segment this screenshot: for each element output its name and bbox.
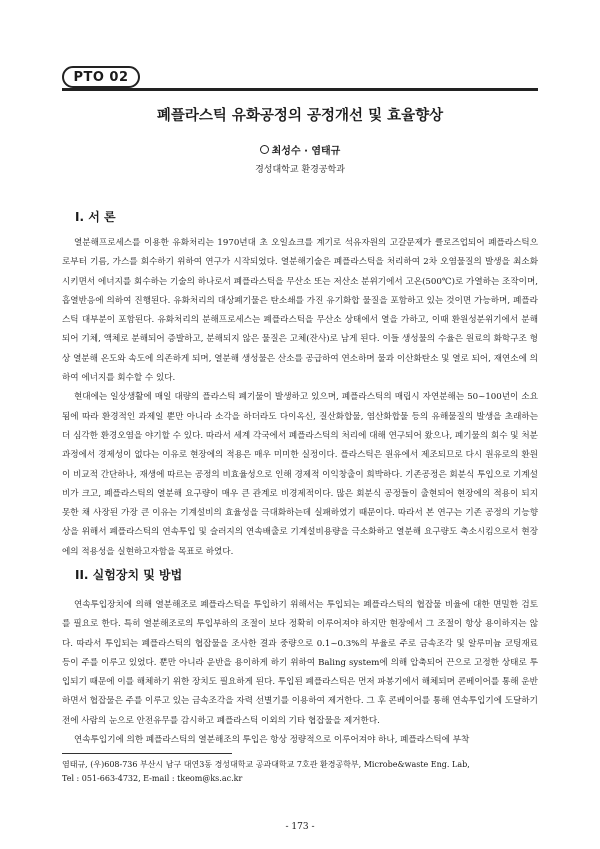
footnote [62,758,538,786]
affiliation: 경성대학교 환경공학과 [255,165,345,175]
paper-title: 폐플라스틱 유화공정의 공정개선 및 효율향상 [156,108,444,124]
footnote-contact: Tel : 051-663-4732, E-mail : tkeom@ks.ac.kr [62,774,243,783]
authors: 최성수 · 염태규 [271,146,341,157]
section-body-introduction [62,234,538,562]
author-line [0,142,600,157]
paragraph: 열분해프로세스를 이용한 유화처리는 1970년대 초 오일쇼크를 계기로 석유자원의 고갈문제가 클로즈업되어 폐플라스틱으로부터 기름, 가스를 회수하기 위하여 연구가 시작되었다. 열분해기술은 폐플라스틱을 처리하여 2차 오염물질의 발생을 최소화 시키면서 에너지를 회수하는 기술의 하나로서 폐플라스틱을 무산소 또는 저산소 분위기에서 고온(500℃)로 가열하는 조작이며, 흡열반응에 의하여 진행된다. 유화처리의 대상폐기물은 탄소쇄를 가진 유기화합 물질을 포함하고 있는 것이면 가능하며, 폐플라스틱 대부분이 포함된다. 유화처리의 분해프로세스는 폐플라스틱을 무산소 상태에서 열을 가하고, 이때 환원성분위기에서 분해되어 기체, 액체로 분해되어 증발하고, 분해되지 않은 물질은 고체(잔사)로 남게 된다. 이들 생성물의 수율은 원료의 화학구조 형상 열분해 온도와 속도에 의존하게 되며, 열분해 생성물은 산소를 공급하여 연소하며 물과 이산화탄소 및 열로 되어, 재연소에 의하여 에너지를 회수할 수 있다. [62,238,538,384]
paragraph: 연속투입장치에 의해 열분해조로 폐플라스틱을 투입하기 위해서는 투입되는 폐플라스틱의 협잡물 비율에 대한 면밀한 검토를 필요로 한다. 특히 열분해조로의 투입부하의 조절이 보다 정확히 이루어져야 하지만 현장에서 그 조절이 항상 용이하지는 않다. 따라서 투입되는 폐플라스틱의 협잡물을 조사한 결과 중량으로 0.1~0.3%의 부율로 주로 금속조각 및 알루미늄 코팅재료 등이 주를 이루고 있었다. 뿐만 아니라 운반을 용이하게 하기 위하여 Baling system에 의해 압축되어 끈으로 고정한 상태로 투입되기 때문에 이를 해체하기 위한 장치도 필요하게 된다. 투입된 폐플라스틱은 먼저 파봉기에서 해체되며 콘베이어를 통해 운반하면서 협잡물은 주를 이루고 있는 금속조각을 자력 선별기를 이용하여 제거한다. 그 후 콘베이어를 통해 연속투입기에 도달하기 전에 사람의 눈으로 안전유무를 감시하고 폐플라스틱 이외의 기타 협잡물을 제거한다. [62,600,538,726]
presenter-circle-icon [260,145,269,154]
page-number: - 173 - [285,822,315,832]
session-badge: PTO 02 [62,66,140,88]
header-rule [62,88,538,91]
section-heading-introduction: I. 서 론 [75,210,116,224]
section-body-methods [62,596,538,750]
footnote-address: 염태규, (우)608-736 부산시 남구 대연3동 경성대학교 공과대학교 7호관 환경공학부, Microbe&waste Eng. Lab, [62,760,470,769]
paragraph: 현대에는 일상생활에 매일 대량의 플라스틱 폐기물이 발생하고 있으며, 폐플라스틱의 매립시 자연분해는 50~100년이 소요됨에 따라 환경적인 과제일 뿐만 아니라 소각을 하더라도 다이옥신, 질산화합물, 염산화합물 등의 유해물질의 발생을 초래하는 더 심각한 환경오염을 야기할 수 있다. 따라서 세계 각국에서 폐플라스틱의 처리에 대해 연구되어 왔으나, 폐기물의 회수 및 처분과정에서 경제성이 없다는 이유로 현장에의 적용은 매우 미미한 실정이다. 플라스틱은 원유에서 제조되므로 다시 원유로의 환원이 비교적 간단하나, 재생에 따르는 공정의 비효율성으로 인해 경제적 이익창출이 희박하다. 기존공정은 회분식 투입으로 기계설비가 크고, 폐플라스틱의 열분해 요구량이 매우 큰 관계로 비경제적이다. 많은 회분식 공정들이 출현되어 현장에의 적용이 되지 못한 채 사장된 가장 큰 이유는 기계설비의 효율성을 극대화하는데 실패하였기 때문이다. 따라서 본 연구는 기존 공정의 기능향상을 위해서 폐플라스틱의 연속투입 및 슬러지의 연속배출로 기계설비용량을 극소화하고 열분해 요구량도 축소시킴으로서 현장에의 적용성을 실현하고자함을 목표로 하였다. [62,392,538,557]
footnote-rule [62,753,232,754]
section-heading-methods: II. 실험장치 및 방법 [75,568,183,582]
paragraph: 연속투입기에 의한 폐플라스틱의 열분해조의 투입은 항상 정량적으로 이루어져야 하나, 폐플라스틱에 부착 [74,735,470,746]
